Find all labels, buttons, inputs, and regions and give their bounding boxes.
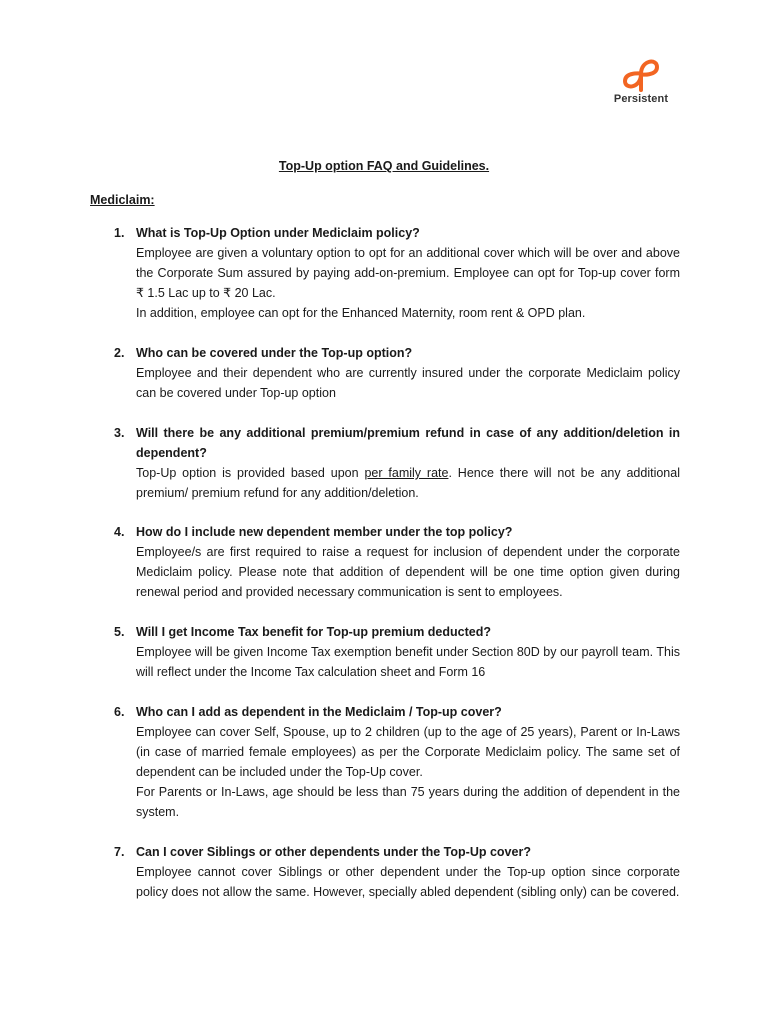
faq-answer-paragraph: Employee can cover Self, Spouse, up to 2 children (up to the age of 25 years), Parent or In-Laws (in case of married female employees) as per the Corporate Mediclaim policy. The same set of dependent can be included under the Top-Up cover. — [136, 725, 680, 779]
faq-answer-paragraph: Employee/s are first required to raise a request for inclusion of dependent under the corporate Mediclaim policy. Please note that addition of dependent will be one time option given during renewal period and provided necessary communication is sent to employees. — [136, 545, 680, 599]
faq-item-7 — [90, 842, 680, 902]
faq-number: 7. — [114, 845, 125, 859]
faq-answer-paragraph: Employee are given a voluntary option to opt for an additional cover which will be over and above the Corporate Sum assured by paying add-on-premium. Employee can opt for Top-up cover form ₹ 1.5 Lac up to ₹ 20 Lac. — [136, 246, 680, 300]
faq-answer — [136, 862, 680, 902]
faq-question: Will there be any additional premium/premium refund in case of any addition/deletion in dependent? — [136, 426, 680, 460]
answer-text: . Hence there will not be any additional premium/ premium refund for any addition/deletion. — [136, 466, 680, 500]
faq-question: What is Top-Up Option under Mediclaim policy? — [136, 226, 420, 240]
answer-text: Top-Up option is provided based upon — [136, 466, 365, 480]
faq-question: Who can be covered under the Top-up option? — [136, 346, 413, 360]
faq-number: 4. — [114, 525, 125, 539]
faq-answer — [136, 463, 680, 503]
faq-item-6 — [90, 702, 680, 822]
faq-item-1 — [90, 223, 680, 323]
logo-text: Persistent — [613, 93, 669, 105]
faq-answer-paragraph: Employee will be given Income Tax exemption benefit under Section 80D by our payroll team. This will reflect under the Income Tax calculation sheet and Form 16 — [136, 645, 680, 679]
faq-number: 1. — [114, 226, 125, 240]
faq-number: 2. — [114, 346, 125, 360]
faq-answer — [136, 363, 680, 403]
faq-question: How do I include new dependent member under the top policy? — [136, 525, 513, 539]
faq-answer — [136, 642, 680, 682]
faq-item-2 — [90, 343, 680, 403]
faq-answer-paragraph: In addition, employee can opt for the Enhanced Maternity, room rent & OPD plan. — [136, 306, 586, 320]
faq-item-5 — [90, 622, 680, 682]
underlined-text: per family rate — [364, 466, 449, 480]
faq-question: Will I get Income Tax benefit for Top-up premium deducted? — [136, 625, 491, 639]
faq-answer-paragraph: Employee and their dependent who are currently insured under the corporate Mediclaim policy can be covered under Top-up option — [136, 366, 680, 400]
faq-answer — [136, 243, 680, 323]
persistent-logo-icon — [621, 52, 661, 92]
faq-item-4 — [90, 522, 680, 602]
faq-answer — [136, 722, 680, 822]
company-logo — [606, 52, 676, 108]
faq-number: 6. — [114, 705, 125, 719]
faq-item-3 — [90, 423, 680, 503]
faq-answer-paragraph: Employee cannot cover Siblings or other dependent under the Top-up option since corporate policy does not allow the same. However, specially abled dependent (sibling only) can be covered. — [136, 865, 680, 899]
faq-answer-paragraph: For Parents or In-Laws, age should be less than 75 years during the addition of dependent in the system. — [136, 785, 680, 819]
faq-number: 5. — [114, 625, 125, 639]
document-title: Top-Up option FAQ and Guidelines. — [278, 159, 490, 173]
faq-answer-paragraph — [136, 463, 680, 503]
faq-answer — [136, 542, 680, 602]
faq-number: 3. — [114, 426, 125, 440]
faq-question: Who can I add as dependent in the Mediclaim / Top-up cover? — [136, 705, 502, 719]
faq-question: Can I cover Siblings or other dependents under the Top-Up cover? — [136, 845, 531, 859]
section-heading: Mediclaim: — [90, 193, 155, 207]
